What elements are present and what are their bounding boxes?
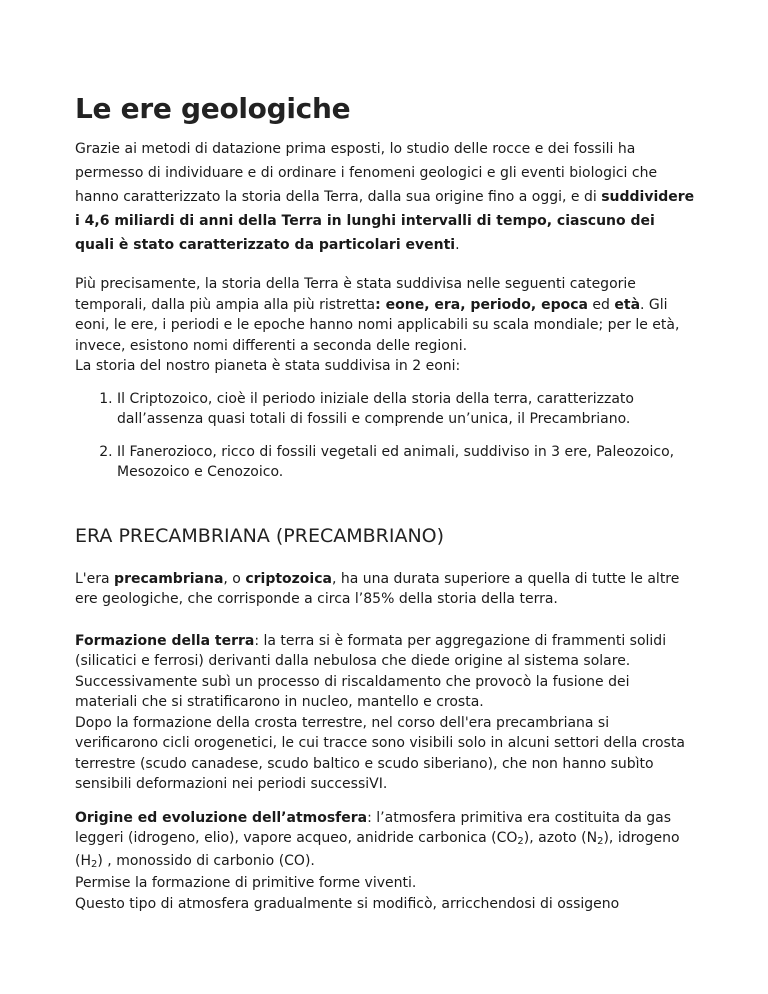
list-item: 1. Il Criptozoico, cioè il periodo iniziale della storia della terra, caratterizzato dall’assenza quasi totali di fossili e comprende un’unica, il Precambriano. bbox=[117, 389, 695, 430]
precambrian-text: , o bbox=[223, 570, 246, 587]
categories-text: Più precisamente, la storia della Terra è stata suddivisa nelle seguenti categorie temporali, dalla più ampia alla più ristretta bbox=[75, 276, 636, 313]
page-title: Le ere geologiche bbox=[75, 92, 351, 125]
precambrian-bold: precambriana bbox=[114, 570, 224, 587]
atmosphere-line3: Questo tipo di atmosfera gradualmente si modificò, arricchendosi di ossigeno bbox=[75, 895, 620, 912]
subscript: 2 bbox=[597, 836, 604, 847]
atmosphere-text: ), azoto (N bbox=[523, 830, 598, 846]
precambrian-text-end: , ha una durata superiore a quella di tutte le altre ere geologiche, che corrisponde a circa l’85% della storia della terra. bbox=[75, 570, 680, 607]
categories-text-end: . Gli eoni, le ere, i periodi e le epoche hanno nomi applicabili su scala mondiale; per le età, invece, esistono nomi differenti a seconda delle regioni. bbox=[75, 296, 680, 354]
earth-formation-line2: Successivamente subì un processo di riscaldamento che provocò la fusione dei materiali che si stratificarono in nucleo, mantello e crosta. bbox=[75, 673, 630, 710]
list-item: 2. Il Fanerozioco, ricco di fossili vegetali ed animali, suddiviso in 3 ere, Paleozoico, Mesozoico e Cenozoico. bbox=[117, 442, 695, 483]
earth-formation-paragraph bbox=[75, 631, 695, 795]
atmosphere-bold: Origine ed evoluzione dell’atmosfera bbox=[75, 809, 368, 826]
earth-formation-line3: Dopo la formazione della crosta terrestre, nel corso dell'era precambriana si verificarono cicli orogenetici, le cui tracce sono visibili solo in alcuni settori della crosta terrestre (scudo canadese, scudo baltico e scudo siberiano), che non hanno subìto sensibili deformazioni nei periodi successiVI. bbox=[75, 714, 685, 792]
cryptozoic-bold: criptozoica bbox=[245, 570, 332, 587]
atmosphere-text: ) , monossido di carbonio (CO). bbox=[97, 852, 315, 869]
intro-paragraph bbox=[75, 137, 695, 257]
atmosphere-paragraph bbox=[75, 808, 695, 915]
categories-paragraph bbox=[75, 274, 695, 377]
precambrian-text: L'era bbox=[75, 570, 115, 587]
eons-intro-line: La storia del nostro pianeta è stata suddivisa in 2 eoni: bbox=[75, 358, 461, 374]
document-content bbox=[75, 92, 695, 914]
eons-list bbox=[75, 389, 695, 483]
atmosphere-line2: Permise la formazione di primitive forme viventi. bbox=[75, 875, 417, 891]
intro-end: . bbox=[455, 237, 460, 253]
earth-formation-text: : la terra si è formata per aggregazione di frammenti solidi (silicatici e ferrosi) derivanti dalla nebulosa che diede origine al sistema solare. bbox=[75, 632, 667, 669]
atmosphere-text: : l’atmosfera primitiva era costituita da gas leggeri (idrogeno, elio), vapore acqueo, anidride carbonica (CO bbox=[75, 809, 672, 846]
categories-bold-list: : eone, era, periodo, epoca bbox=[375, 296, 588, 313]
intro-bold-text: suddividere i 4,6 miliardi di anni della Terra in lunghi intervalli di tempo, ciascuno dei quali è stato caratterizzato da particolari eventi bbox=[75, 189, 695, 253]
intro-text: Grazie ai metodi di datazione prima esposti, lo studio delle rocce e dei fossili ha permesso di individuare e di ordinare i fenomeni geologici e gli eventi biologici che hanno caratterizzato la storia della Terra, dalla sua origine fino a oggi, e di bbox=[75, 141, 658, 205]
categories-conj: ed bbox=[587, 296, 615, 313]
subscript: 2 bbox=[91, 858, 98, 870]
subscript: 2 bbox=[517, 836, 524, 847]
atmosphere-text: ), idrogeno (H bbox=[75, 830, 680, 869]
categories-bold-eta: età bbox=[614, 296, 641, 313]
section-heading: ERA PRECAMBRIANA (PRECAMBRIANO) bbox=[75, 524, 445, 547]
earth-formation-bold: Formazione della terra bbox=[75, 632, 255, 649]
precambrian-paragraph bbox=[75, 569, 695, 610]
